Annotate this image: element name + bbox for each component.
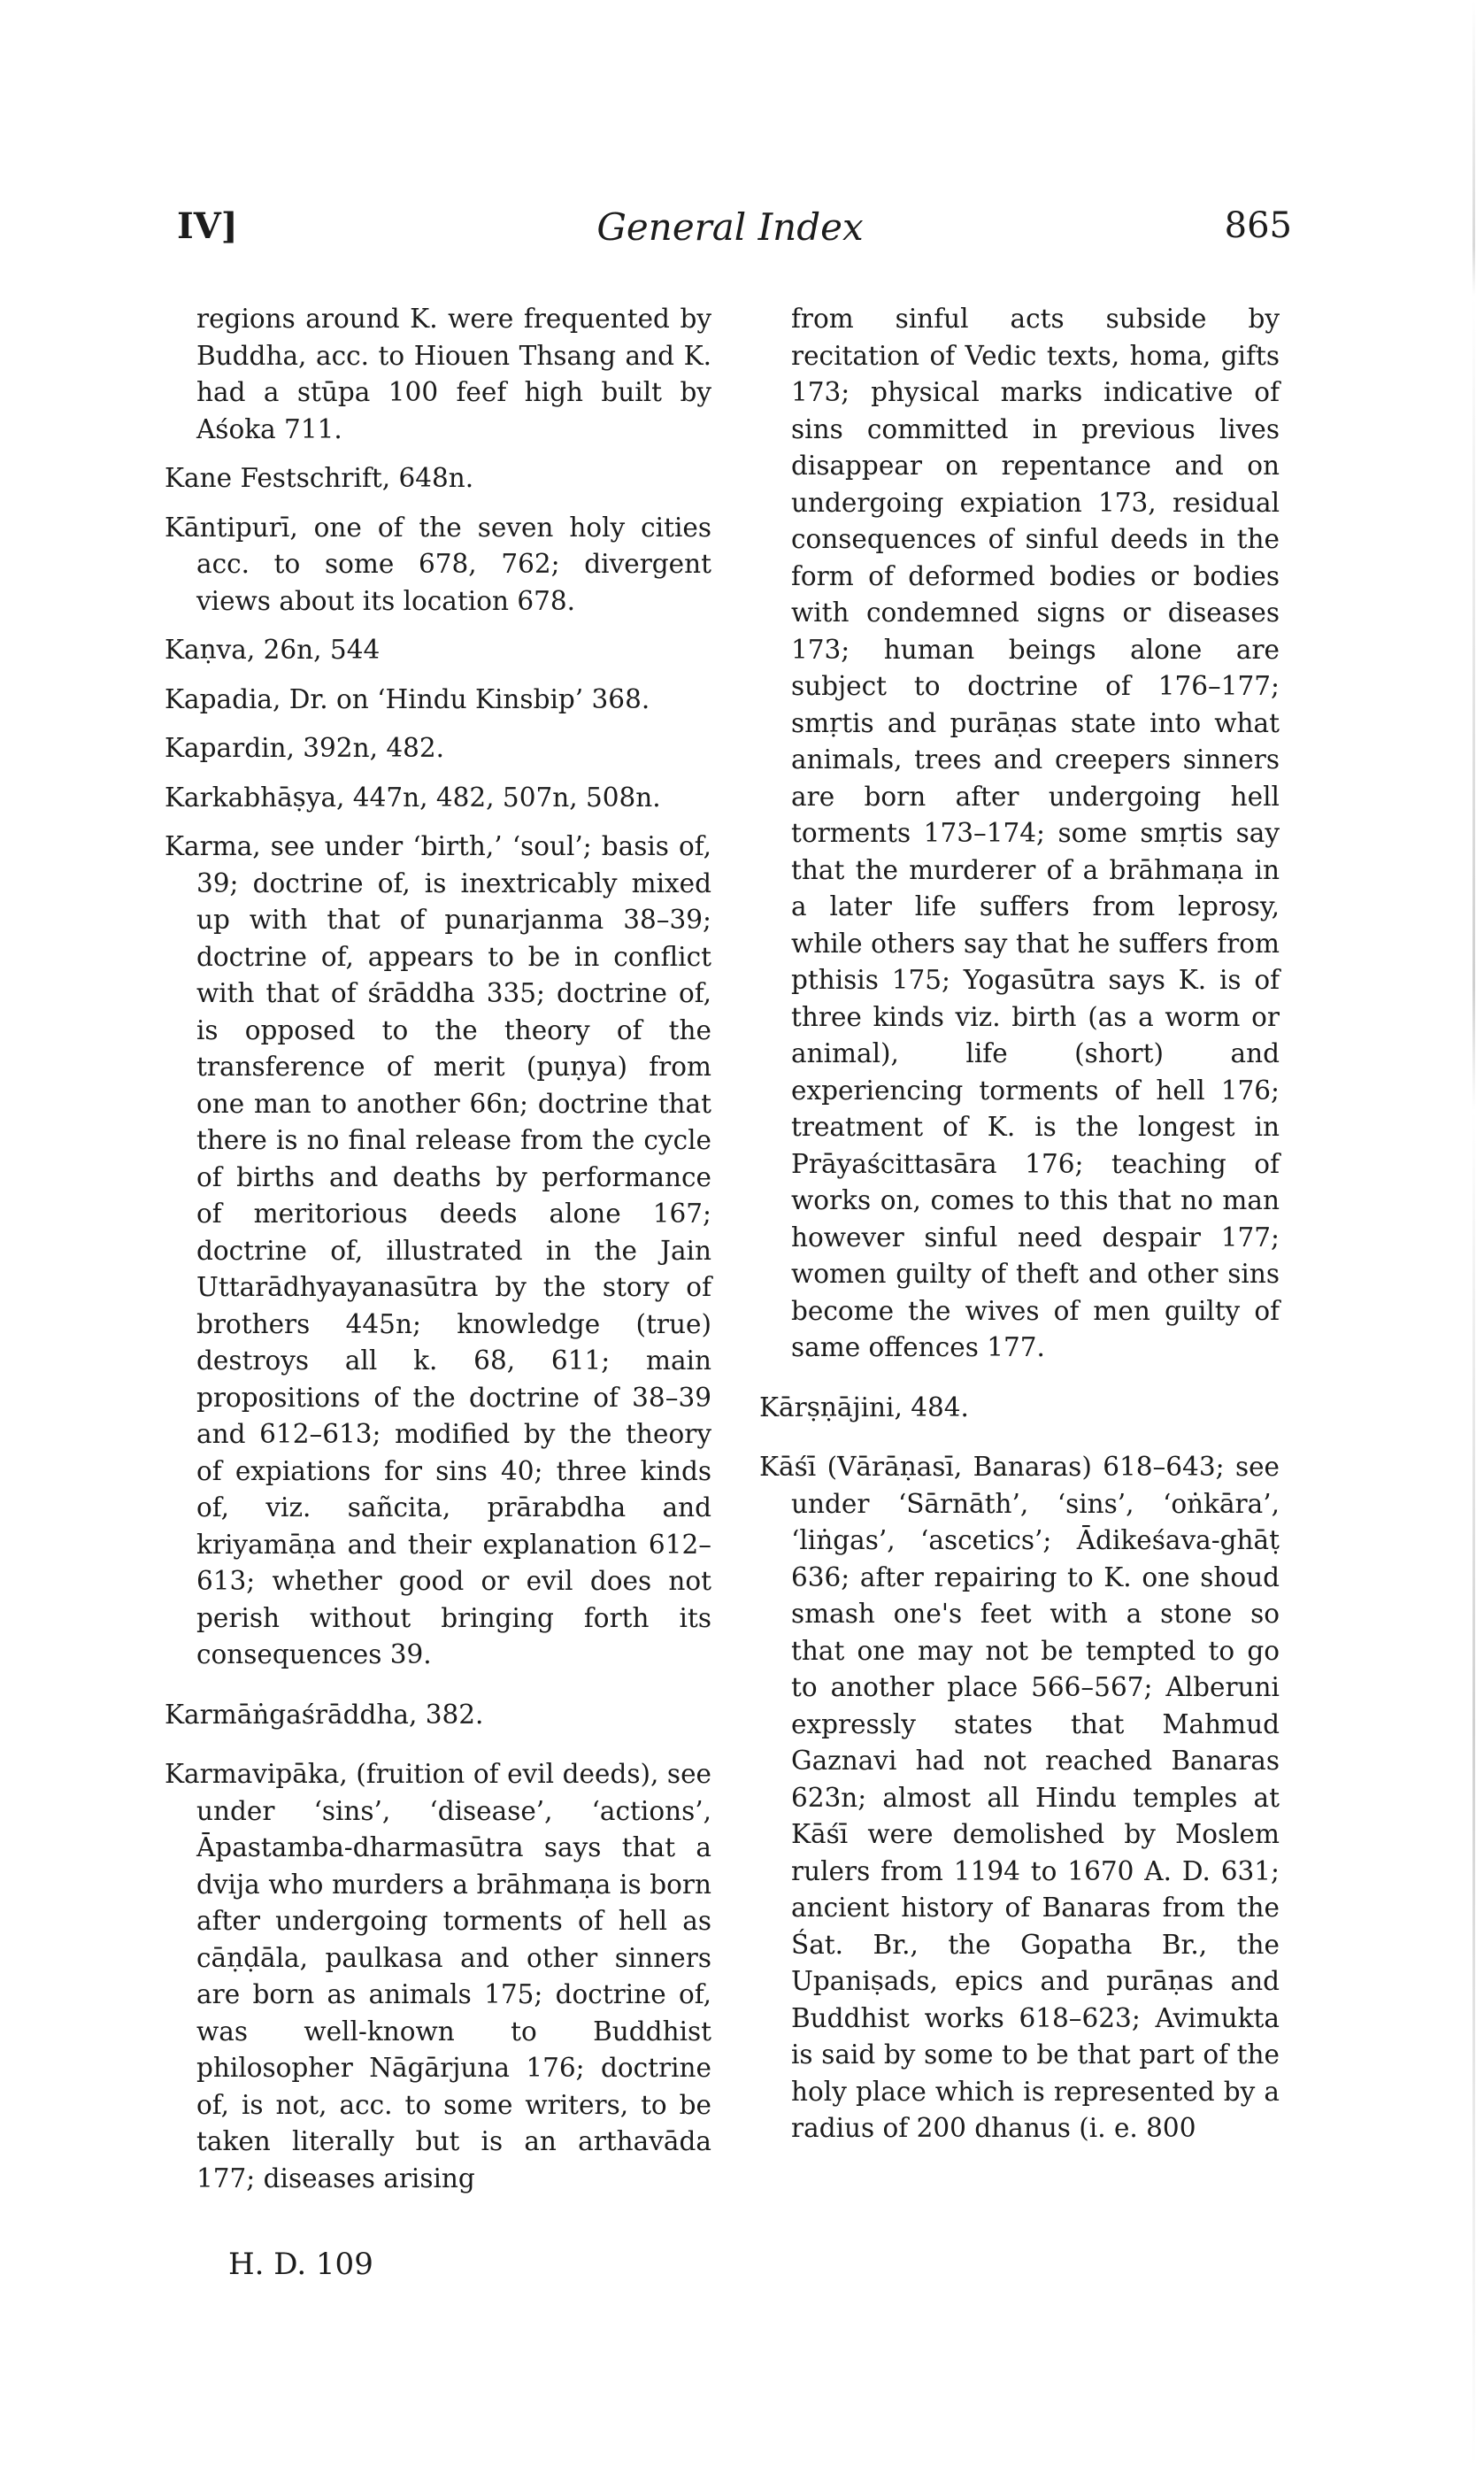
index-entry-kapadia: Kapadia, Dr. on ‘Hindu Kinsbip’ 368. (165, 683, 650, 714)
signature-mark: H. D. 109 (228, 2247, 373, 2282)
index-entry-kantipuri: Kāntipurī, one of the seven holy cities acc. to some 678, 762; divergent views about its location 678. (165, 512, 711, 616)
index-entry-karsnajini: Kārṣṇājini, 484. (759, 1392, 969, 1422)
index-entry-karmangasraddha: Karmāṅgaśrāddha, 382. (165, 1699, 484, 1730)
index-entry-karma: Karma, see under ‘birth,’ ‘soul’; basis of, 39; doctrine of, is inextricably mixed up with that of punarjanma 38–39; doctrine of, appears to be in conflict with that of śrāddha 335; doctrine of, is opposed to the theory of the transference of merit (puṇya) from one man to another 66n; doctrine that there is no final release from the cycle of births and deaths by performance of meritorious deeds alone 167; doctrine of, illustrated in the Jain Uttarādhyayanasūtra by the story of brothers 445n; knowledge (true) destroys all k. 68, 611; main propositions of the doctrine of 38–39 and 612–613; modified by the theory of expiations for sins 40; three kinds of, viz. sañcita, prārabdha and kriyamāṇa and their explanation 612–613; whether good or evil does not perish without bringing forth its consequences 39. (165, 831, 711, 1669)
index-entry-continuation: from sinful acts subside by recitation of Vedic texts, homa, gifts 173; physical marks indicative of sins committed in previous lives disappear on repentance and on undergoing expiation 173, residual consequences of sinful deeds in the form of deformed bodies or bodies with condemned signs or diseases 173; human beings alone are subject to doctrine of 176–177; smṛtis and purāṇas state into what animals, trees and creepers sinners are born after undergoing hell torments 173–174; some smṛtis say that the murderer of a brāhmaṇa in a later life suffers from leprosy, while others say that he suffers from pthisis 175; Yogasūtra says K. is of three kinds viz. birth (as a worm or animal), life (short) and experiencing torments of hell 176; treatment of K. is the longest in Prāyaścittasāra 176; teaching of works on, comes to this that no man however sinful need despair 177; women guilty of theft and other sins become the wives of men guilty of same offences 177. (791, 304, 1280, 1362)
left-column (165, 301, 711, 2209)
running-title: General Index (596, 205, 864, 249)
page-edge-rule (1472, 0, 1475, 2467)
index-entry-kapardin: Kapardin, 392n, 482. (165, 733, 445, 763)
index-entry-kanva: Kaṇva, 26n, 544 (165, 635, 381, 665)
right-column (759, 301, 1280, 2160)
index-entry-karkabhasya: Karkabhāṣya, 447n, 482, 507n, 508n. (165, 782, 661, 813)
index-entry-karmavipaka: Karmavipāka, (fruition of evil deeds), see under ‘sins’, ‘disease’, ‘actions’, Āpastamba-dharmasūtra says that a dvija who murders a brāhmaṇa is born after undergoing torments of hell as cāṇḍāla, paulkasa and other sinners are born as animals 175; doctrine of, was well-known to Buddhist philosopher Nāgārjuna 176; doctrine of, is not, acc. to some writers, to be taken literally but is an arthavāda 177; diseases arising (165, 1759, 711, 2193)
chapter-marker: IV] (177, 205, 238, 247)
index-entry-kasi: Kāśī (Vārāṇasī, Banaras) 618–643; see under ‘Sārnāth’, ‘sins’, ‘oṅkāra’, ‘liṅgas’, ‘ascetics’; Ādikeśava-ghāṭ 636; after repairing to K. one shoud smash one's feet with a stone so that one may not be tempted to go to another place 566–567; Alberuni expressly states that Mahmud Gaznavi had not reached Banaras 623n; almost all Hindu temples at Kāśī were demolished by Moslem rulers from 1194 to 1670 A. D. 631; ancient history of Banaras from the Śat. Br., the Gopatha Br., the Upaniṣads, epics and purāṇas and Buddhist works 618–623; Avimukta is said by some to be that part of the holy place which is represented by a radius of 200 dhanus (i. e. 800 (759, 1452, 1280, 2143)
page-number: 865 (1224, 205, 1292, 246)
page-header (168, 205, 1292, 267)
index-entry-continuation: regions around K. were frequented by Buddha, acc. to Hiouen Thsang and K. had a stūpa 100 feef high built by Aśoka 711. (196, 304, 711, 444)
index-entry-kane-festschrift: Kane Festschrift, 648n. (165, 463, 474, 493)
